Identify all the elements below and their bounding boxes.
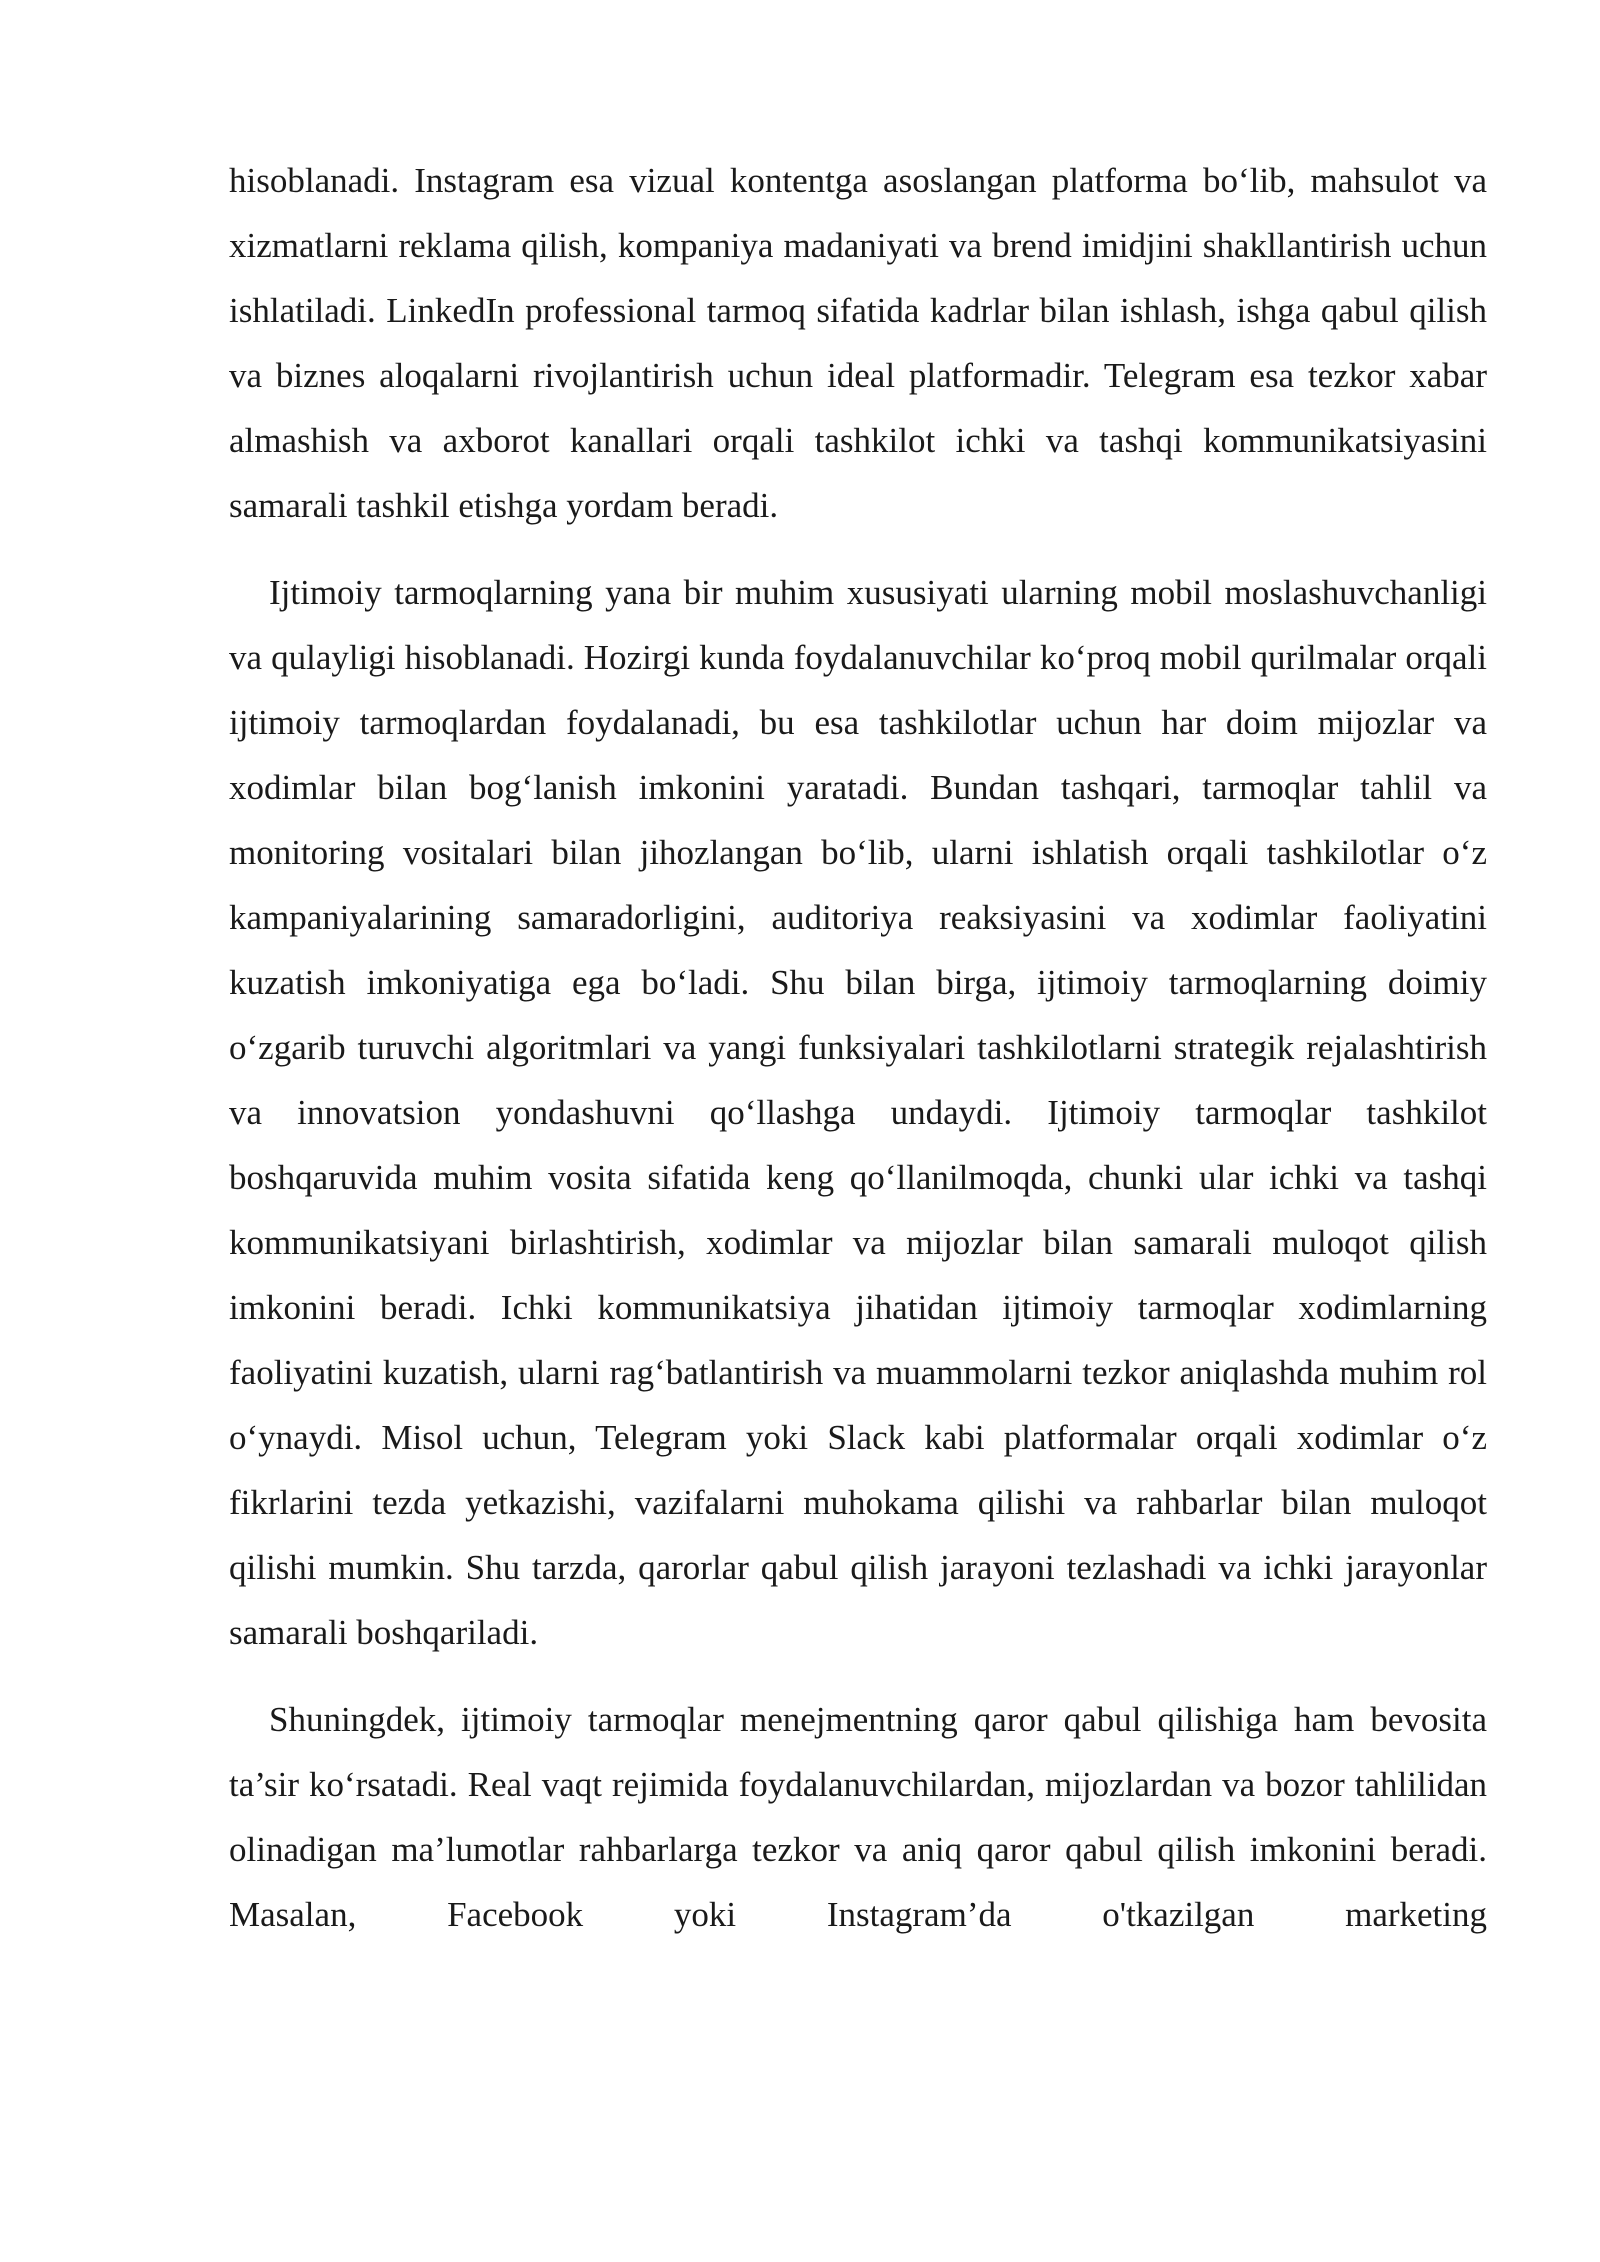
paragraph-2: Ijtimoiy tarmoqlarning yana bir muhim xususiyati ularning mobil moslashuvchanligi va qulayligi hisoblanadi. Hozirgi kunda foydalanuvchilar ko‘proq mobil qurilmalar orqali ijtimoiy tarmoqlardan foydalanadi, bu esa tashkilotlar uchun har doim mijozlar va xodimlar bilan bog‘lanish imkonini yaratadi. Bundan tashqari, tarmoqlar tahlil va monitoring vositalari bilan jihozlangan bo‘lib, ularni ishlatish orqali tashkilotlar o‘z kampaniyalarining samaradorligini, auditoriya reaksiyasini va xodimlar faoliyatini kuzatish imkoniyatiga ega bo‘ladi. Shu bilan birga, ijtimoiy tarmoqlarning doimiy o‘zgarib turuvchi algoritmlari va yangi funksiyalari tashkilotlarni strategik rejalashtirish va innovatsion yondashuvni qo‘llashga undaydi. Ijtimoiy tarmoqlar tashkilot boshqaruvida muhim vosita sifatida keng qo‘llanilmoqda, chunki ular ichki va tashqi kommunikatsiyani birlashtirish, xodimlar va mijozlar bilan samarali muloqot qilish imkonini beradi. Ichki kommunikatsiya jihatidan ijtimoiy tarmoqlar xodimlarning faoliyatini kuzatish, ularni rag‘batlantirish va muammolarni tezkor aniqlashda muhim rol o‘ynaydi. Misol uchun, Telegram yoki Slack kabi platformalar orqali xodimlar o‘z fikrlarini tezda yetkazishi, vazifalarni muhokama qilishi va rahbarlar bilan muloqot qilishi mumkin. Shu tarzda, qarorlar qabul qilish jarayoni tezlashadi va ichki jarayonlar samarali boshqariladi. [229,573,1487,1652]
paragraph-1: hisoblanadi. Instagram esa vizual kontentga asoslangan platforma bo‘lib, mahsulot va xizmatlarni reklama qilish, kompaniya madaniyati va brend imidjini shakllantirish uchun ishlatiladi. LinkedIn professional tarmoq sifatida kadrlar bilan ishlash, ishga qabul qilish va biznes aloqalarni rivojlantirish uchun ideal platformadir. Telegram esa tezkor xabar almashish va axborot kanallari orqali tashkilot ichki va tashqi kommunikatsiyasini samarali tashkil etishga yordam beradi. [229,161,1487,525]
body-text [229,148,1487,1947]
paragraph-3: Shuningdek, ijtimoiy tarmoqlar menejmentning qaror qabul qilishiga ham bevosita ta’sir ko‘rsatadi. Real vaqt rejimida foydalanuvchilardan, mijozlardan va bozor tahlilidan olinadigan ma’lumotlar rahbarlarga tezkor va aniq qaror qabul qilish imkonini beradi. Masalan, Facebook yoki Instagram’da o'tkazilgan marketing [229,1700,1487,1934]
